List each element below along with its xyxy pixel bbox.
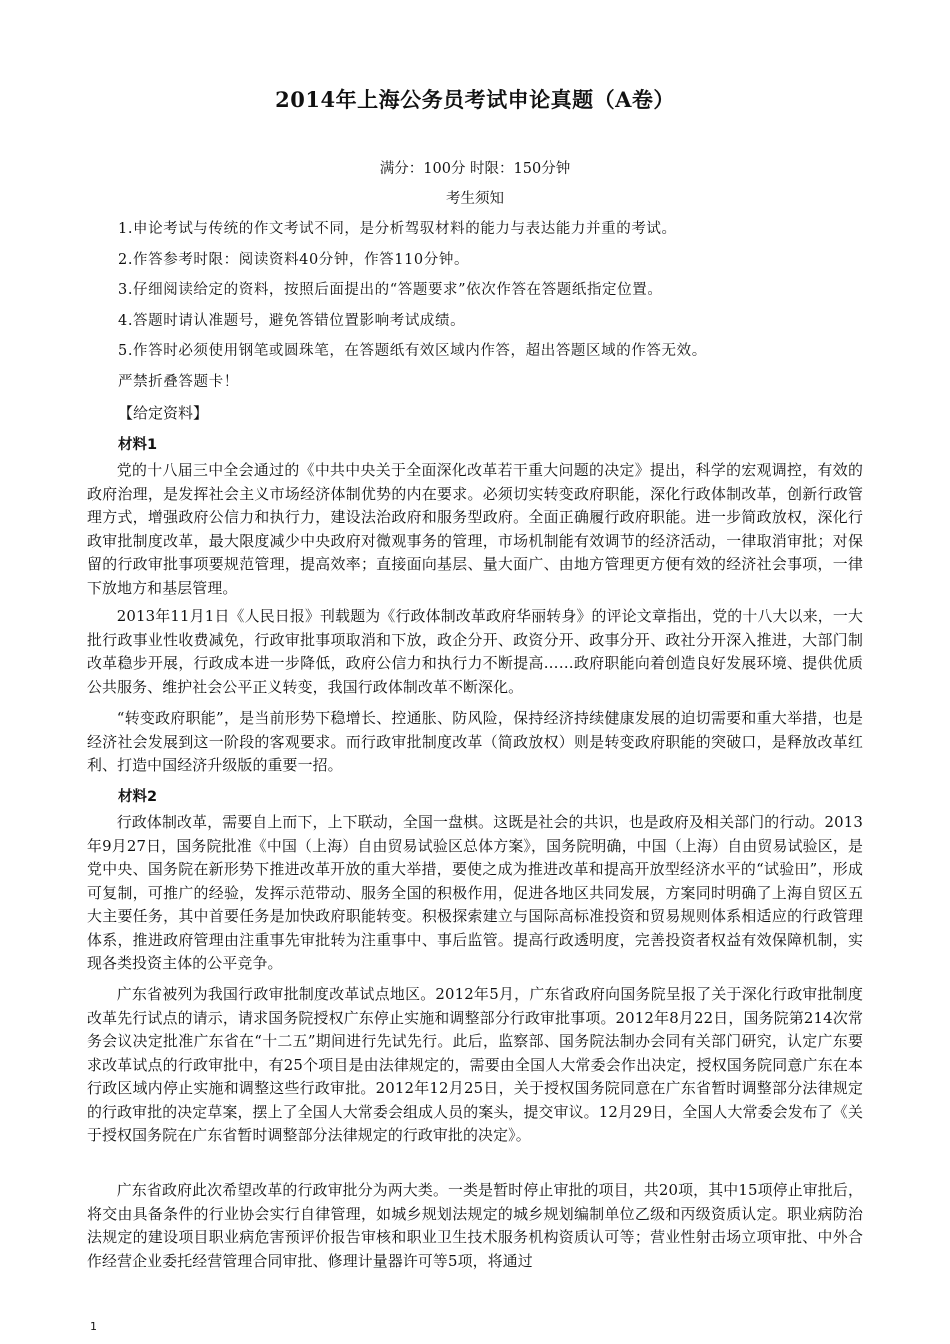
page-title: 2014年上海公务员考试申论真题（A卷） xyxy=(275,87,675,112)
material2-paragraph: 广东省政府此次希望改革的行政审批分为两大类。一类是暂时停止审批的项目，共20项，其中15项停止审批后，将交由具备条件的行业协会实行自律管理，如城乡规划法规定的城乡规划编制单位乙级和丙级资质认定。职业病防治法规定的建设项目职业病危害预评价报告审核和职业卫生技术服务机构资质认可等；营业性射击场立项审批、中外合作经营企业委托经营管理合同审批、修理计量器许可等5项，将通过 xyxy=(87,1181,863,1270)
notice-title: 考生须知 xyxy=(446,191,504,207)
material1-heading: 材料1 xyxy=(118,437,158,453)
notice-item: 3.仔细阅读给定的资料，按照后面提出的“答题要求”依次作答在答题纸指定位置。 xyxy=(118,282,663,298)
exam-meta: 满分：100分 时限：150分钟 xyxy=(379,161,571,177)
material1-paragraph: 2013年11月1日《人民日报》刊载题为《行政体制改革政府华丽转身》的评论文章指出，党的十八大以来，一大批行政事业性收费减免，行政审批事项取消和下放，政企分开、政资分开、政事分开、政社分开深入推进，大部门制改革稳步开展，行政成本进一步降低，政府公信力和执行力不断提高……政府职能向着创造良好发展环境、提供优质公共服务、维护社会公平正义转变，我国行政体制改革不断深化。 xyxy=(87,607,863,696)
material1-paragraph: 党的十八届三中全会通过的《中共中央关于全面深化改革若干重大问题的决定》提出，科学的宏观调控，有效的政府治理，是发挥社会主义市场经济体制优势的内在要求。必须切实转变政府职能，深化行政体制改革，创新行政管理方式，增强政府公信力和执行力，建设法治政府和服务型政府。全面正确履行政府职能。进一步简政放权，深化行政审批制度改革，最大限度减少中央政府对微观事务的管理，市场机制能有效调节的经济活动，一律取消审批；对保留的行政审批事项要规范管理，提高效率；直接面向基层、量大面广、由地方管理更方便有效的经济社会事项，一律下放地方和基层管理。 xyxy=(87,461,863,597)
page-number: 1 xyxy=(90,1320,97,1333)
notice-item: 2.作答参考时限：阅读资料40分钟，作答110分钟。 xyxy=(118,251,470,268)
notice-item: 严禁折叠答题卡！ xyxy=(118,373,239,390)
material2-paragraph: 广东省被列为我国行政审批制度改革试点地区。2012年5月，广东省政府向国务院呈报了关于深化行政审批制度改革先行试点的请示，请求国务院授权广东停止实施和调整部分行政审批事项。2012年8月22日，国务院第214次常务会议决定批准广东省在“十二五”期间进行先试先行。此后，监察部、国务院法制办会同有关部门研究，认定广东要求改革试点的行政审批中，有25个项目是由法律规定的，需要由全国人大常委会作出决定，授权国务院同意广东在本行政区域内停止实施和调整这些行政审批。2012年12月25日，关于授权国务院同意在广东省暂时调整部分法律规定的行政审批的决定草案，摆上了全国人大常委会组成人员的案头，提交审议。12月29日，全国人大常委会发布了《关于授权国务院在广东省暂时调整部分法律规定的行政审批的决定》。 xyxy=(87,985,863,1144)
material2-paragraph: 行政体制改革，需要自上而下，上下联动，全国一盘棋。这既是社会的共识，也是政府及相关部门的行动。2013年9月27日，国务院批准《中国（上海）自由贸易试验区总体方案》，国务院明确，中国（上海）自由贸易试验区，是党中央、国务院在新形势下推进改革开放的重大举措，要使之成为推进改革和提高开放型经济水平的“试验田”，形成可复制，可推广的经验，发挥示范带动、服务全国的积极作用，促进各地区共同发展，方案同时明确了上海自贸区五大主要任务，其中首要任务是加快政府职能转变。积极探索建立与国际高标准投资和贸易规则体系相适应的行政管理体系，推进政府管理由注重事先审批转为注重事中、事后监管。提高行政透明度，完善投资者权益有效保障机制，实现各类投资主体的公平竞争。 xyxy=(87,813,863,972)
notice-list xyxy=(118,214,878,397)
notice-item: 1.申论考试与传统的作文考试不同，是分析驾驭材料的能力与表达能力并重的考试。 xyxy=(118,221,677,237)
material1-paragraph: “转变政府职能”，是当前形势下稳增长、控通胀、防风险，保持经济持续健康发展的迫切需要和重大举措，也是经济社会发展到这一阶段的客观要求。而行政审批制度改革（简政放权）则是转变政府职能的突破口，是释放改革红利、打造中国经济升级版的重要一招。 xyxy=(87,709,863,774)
notice-item: 4.答题时请认准题号，避免答错位置影响考试成绩。 xyxy=(118,312,466,329)
notice-item: 5.作答时必须使用钢笔或圆珠笔，在答题纸有效区域内作答，超出答题区域的作答无效。 xyxy=(118,343,707,359)
material2-heading: 材料2 xyxy=(118,789,158,805)
section-label: 【给定资料】 xyxy=(118,404,209,422)
